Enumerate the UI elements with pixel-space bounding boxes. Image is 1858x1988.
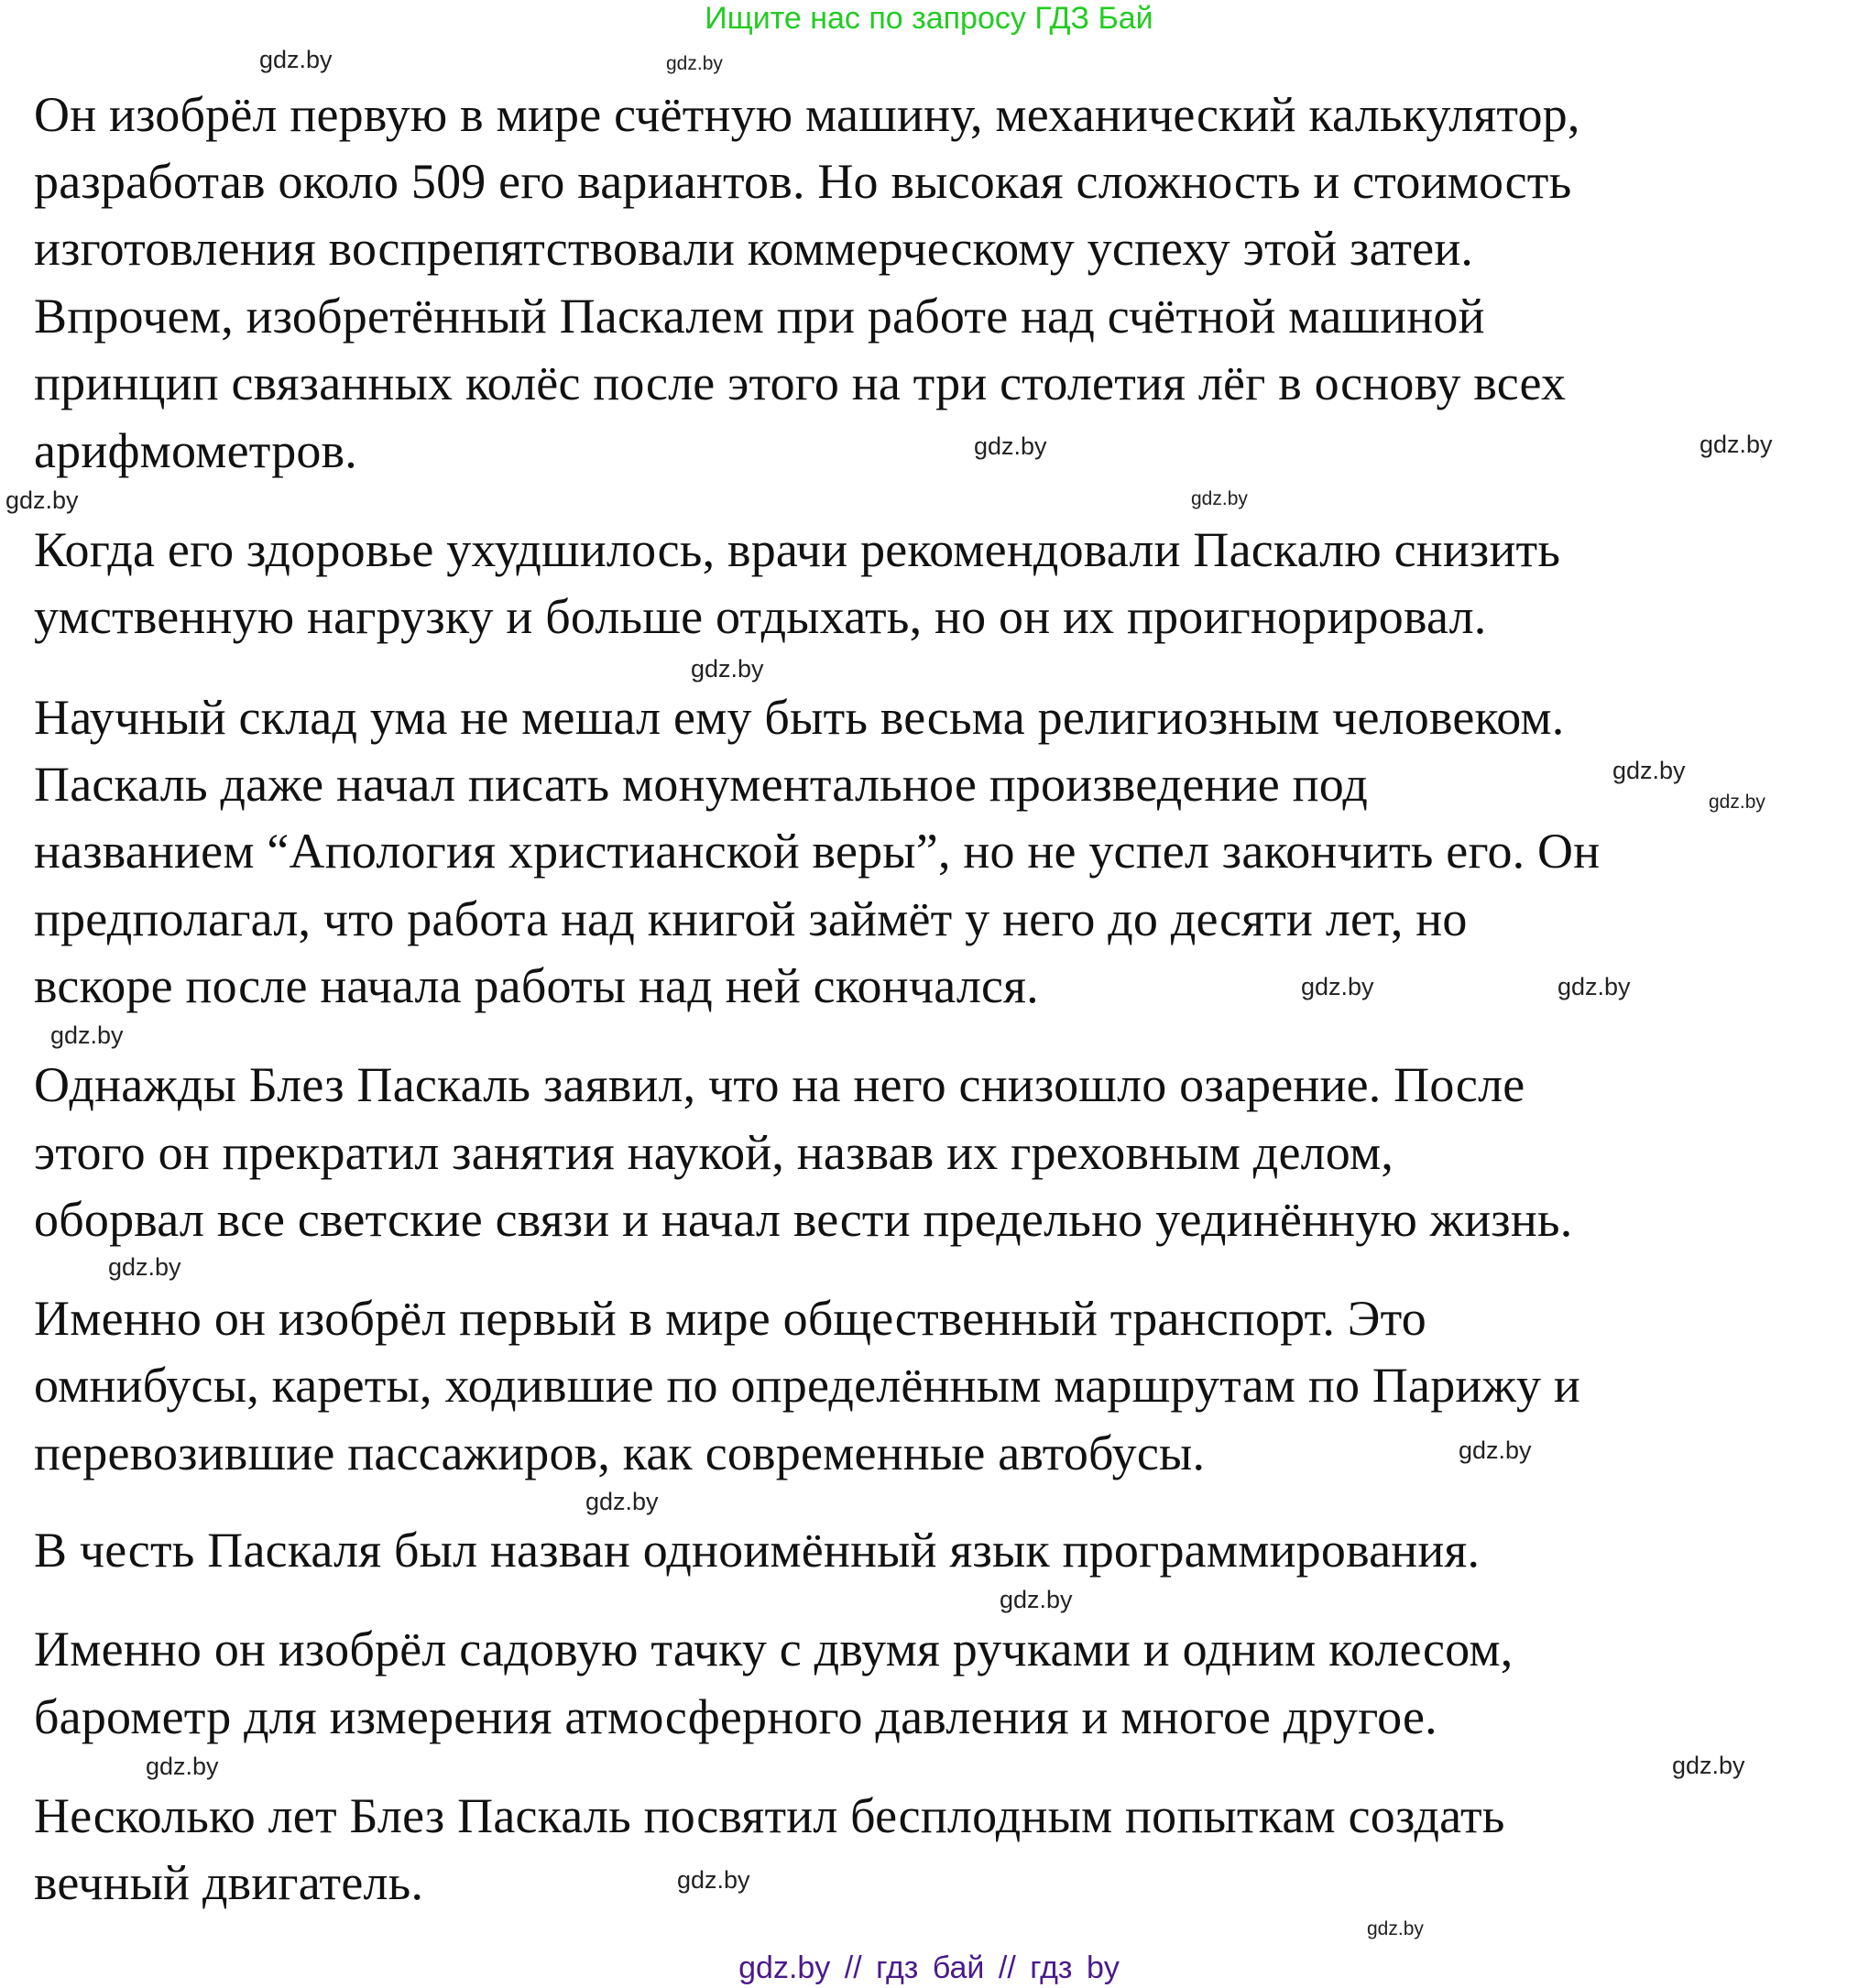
text-line: Однажды Блез Паскаль заявил, что на него снизошло озарение. После [34, 1057, 1525, 1112]
text-line: В честь Паскаля был назван одноимённый язык программирования. [34, 1523, 1481, 1578]
text-line: Именно он изобрёл первый в мире общественный транспорт. Это [34, 1291, 1426, 1346]
text-line: разработав около 509 его вариантов. Но высокая сложность и стоимость [34, 154, 1572, 209]
text-line: Паскаль даже начал писать монументальное произведение под [34, 757, 1369, 812]
text-line: оборвал все светские связи и начал вести предельно уединённую жизнь. [34, 1192, 1573, 1247]
text-line: Именно он изобрёл садовую тачку с двумя ручками и одним колесом, [34, 1622, 1514, 1677]
text-line: предполагал, что работа над книгой займёт у него до десяти лет, но [34, 891, 1468, 946]
header-banner: Ищите нас по запросу ГДЗ Бай [705, 1, 1153, 36]
text-line: омнибусы, кареты, ходившие по определённым маршрутам по Парижу и [34, 1358, 1581, 1413]
watermark: gdz.by [1557, 973, 1631, 1000]
watermark: gdz.by [974, 432, 1047, 460]
watermark: gdz.by [1709, 792, 1765, 813]
watermark: gdz.by [1700, 431, 1773, 458]
text-line: вскоре после начала работы над ней скончался. [34, 958, 1039, 1013]
text-line: Он изобрёл первую в мире счётную машину, механический калькулятор, [34, 87, 1580, 142]
watermark: gdz.by [146, 1753, 219, 1780]
text-line: изготовления воспрепятствовали коммерческому успеху этой затеи. [34, 221, 1474, 276]
footer-links: gdz.by // гдз бай // гдз by [738, 1950, 1120, 1985]
text-line: умственную нагрузку и больше отдыхать, но он их проигнорировал. [34, 589, 1487, 644]
text-line: принцип связанных колёс после этого на три столетия лёг в основу всех [34, 355, 1567, 410]
watermark: gdz.by [1672, 1752, 1745, 1779]
watermark: gdz.by [1301, 973, 1374, 1000]
text-line: Несколько лет Блез Паскаль посвятил бесплодным попыткам создать [34, 1788, 1505, 1843]
watermark: gdz.by [108, 1253, 181, 1281]
watermark: gdz.by [50, 1021, 124, 1049]
text-line: названием “Апология христианской веры”, но не успел закончить его. Он [34, 824, 1601, 879]
watermark: gdz.by [585, 1488, 659, 1515]
text-line: барометр для измерения атмосферного давления и многое другое. [34, 1689, 1437, 1744]
watermark: gdz.by [5, 486, 79, 514]
watermark: gdz.by [1191, 488, 1248, 509]
text-line: арифмометров. [34, 423, 357, 478]
watermark: gdz.by [677, 1866, 750, 1894]
watermark: gdz.by [666, 53, 723, 74]
text-line: Когда его здоровье ухудшилось, врачи рекомендовали Паскалю снизить [34, 522, 1561, 577]
watermark: gdz.by [691, 655, 764, 683]
watermark: gdz.by [1459, 1436, 1532, 1464]
text-line: этого он прекратил занятия наукой, назвав их греховным делом, [34, 1125, 1394, 1180]
text-line: Впрочем, изобретённый Паскалем при работе над счётной машиной [34, 289, 1485, 344]
watermark: gdz.by [1000, 1586, 1073, 1613]
watermark: gdz.by [1367, 1918, 1424, 1939]
watermark: gdz.by [1612, 757, 1686, 784]
text-line: перевозившие пассажиров, как современные автобусы. [34, 1425, 1206, 1480]
text-line: Научный склад ума не мешал ему быть весьма религиозным человеком. [34, 690, 1565, 745]
watermark: gdz.by [259, 46, 333, 73]
text-line: вечный двигатель. [34, 1855, 424, 1910]
